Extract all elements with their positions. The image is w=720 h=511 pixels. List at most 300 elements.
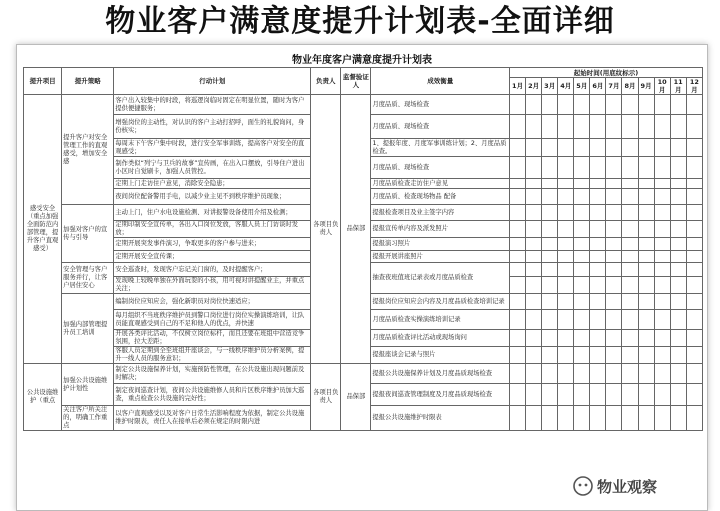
month-cell[interactable] — [670, 139, 686, 157]
month-cell[interactable] — [654, 179, 670, 189]
month-cell[interactable] — [510, 189, 526, 205]
month-cell[interactable] — [590, 310, 606, 330]
month-cell[interactable] — [574, 95, 590, 115]
action-cell: 夜间岗位配备警用手电，以减少业主见不到秩序维护员现象； — [114, 189, 311, 205]
month-cell[interactable] — [590, 263, 606, 277]
header-time-span: 起始时间(用底纹标示) — [510, 68, 703, 78]
month-cell[interactable] — [622, 139, 638, 157]
month-cell[interactable] — [670, 406, 686, 431]
month-cell[interactable] — [558, 263, 574, 277]
month-cell[interactable] — [606, 205, 622, 221]
month-cell[interactable] — [638, 310, 654, 330]
month-cell[interactable] — [670, 115, 686, 139]
month-cell[interactable] — [670, 238, 686, 251]
month-cell[interactable] — [526, 95, 542, 115]
month-header: 8月 — [622, 78, 638, 95]
measure-cell: 月度品质、检查现场物品 配备 — [371, 189, 510, 205]
month-cell[interactable] — [526, 263, 542, 277]
month-cell[interactable] — [654, 294, 670, 310]
month-cell[interactable] — [590, 179, 606, 189]
month-cell[interactable] — [622, 115, 638, 139]
month-cell[interactable] — [558, 384, 574, 406]
month-cell[interactable] — [590, 294, 606, 310]
month-cell[interactable] — [638, 238, 654, 251]
measure-cell: 月度品质、现场检查 — [371, 157, 510, 179]
month-cell[interactable] — [558, 139, 574, 157]
month-cell[interactable] — [622, 221, 638, 238]
month-cell[interactable] — [574, 221, 590, 238]
month-cell[interactable] — [574, 406, 590, 431]
measure-cell: 提报演习照片 — [371, 238, 510, 251]
spreadsheet-sheet — [16, 44, 708, 511]
month-cell[interactable] — [670, 384, 686, 406]
month-cell[interactable] — [574, 157, 590, 179]
month-cell[interactable] — [670, 251, 686, 263]
month-cell[interactable] — [526, 277, 542, 294]
month-cell[interactable] — [686, 263, 702, 277]
month-cell[interactable] — [558, 251, 574, 263]
month-cell[interactable] — [606, 95, 622, 115]
month-cell[interactable] — [686, 294, 702, 310]
month-cell[interactable] — [510, 251, 526, 263]
sheet-title: 物业年度客户满意度提升计划表 — [292, 55, 432, 66]
month-cell[interactable] — [670, 294, 686, 310]
month-cell[interactable] — [590, 330, 606, 347]
month-cell[interactable] — [542, 294, 558, 310]
month-cell[interactable] — [510, 277, 526, 294]
month-cell[interactable] — [526, 330, 542, 347]
month-cell[interactable] — [622, 330, 638, 347]
month-cell[interactable] — [574, 347, 590, 364]
project-cell: 感受安全（重点加强全面防范内部管理，提升客户直观感受） — [24, 95, 62, 364]
measure-cell: 提报开展讲座照片 — [371, 251, 510, 263]
month-cell[interactable] — [654, 277, 670, 294]
month-cell[interactable] — [654, 406, 670, 431]
month-cell[interactable] — [510, 139, 526, 157]
month-cell[interactable] — [574, 189, 590, 205]
month-cell[interactable] — [510, 384, 526, 406]
month-cell[interactable] — [622, 310, 638, 330]
month-cell[interactable] — [590, 277, 606, 294]
month-cell[interactable] — [606, 179, 622, 189]
month-cell[interactable] — [622, 205, 638, 221]
month-cell[interactable] — [654, 189, 670, 205]
month-cell[interactable] — [574, 179, 590, 189]
month-cell[interactable] — [638, 179, 654, 189]
month-cell[interactable] — [574, 139, 590, 157]
header-owner: 负责人 — [311, 68, 341, 95]
month-cell[interactable] — [542, 347, 558, 364]
measure-cell: 月度品质检查走访住户意见 — [371, 179, 510, 189]
month-cell[interactable] — [686, 157, 702, 179]
month-cell[interactable] — [654, 139, 670, 157]
action-cell: 客服人员定期到全至班组开座谈会，与一线秩序维护员分析案例，提升一线人员的服务意识； — [114, 347, 311, 364]
measure-cell: 提报检查项目及业主签字内容 — [371, 205, 510, 221]
month-cell[interactable] — [638, 139, 654, 157]
month-cell[interactable] — [686, 189, 702, 205]
month-cell[interactable] — [558, 179, 574, 189]
month-cell[interactable] — [558, 189, 574, 205]
month-cell[interactable] — [542, 384, 558, 406]
month-cell[interactable] — [558, 115, 574, 139]
month-cell[interactable] — [606, 238, 622, 251]
month-cell[interactable] — [622, 277, 638, 294]
month-cell[interactable] — [638, 277, 654, 294]
month-cell[interactable] — [654, 221, 670, 238]
month-cell[interactable] — [510, 221, 526, 238]
strategy-cell: 安全管理与客户服务并行，让客户居住安心 — [62, 263, 114, 294]
month-cell[interactable] — [686, 238, 702, 251]
month-cell[interactable] — [510, 294, 526, 310]
measure-cell: 1、提报年度、月度军事训练计划；2、月度品质检查。 — [371, 139, 510, 157]
month-cell[interactable] — [590, 251, 606, 263]
month-cell[interactable] — [510, 347, 526, 364]
month-cell[interactable] — [558, 277, 574, 294]
month-cell[interactable] — [654, 384, 670, 406]
month-cell[interactable] — [638, 251, 654, 263]
supervisor-cell: 品保部 — [341, 95, 371, 364]
month-cell[interactable] — [590, 115, 606, 139]
measure-cell: 提报宣传单内容及派发照片 — [371, 221, 510, 238]
month-cell[interactable] — [622, 157, 638, 179]
month-cell[interactable] — [670, 263, 686, 277]
month-cell[interactable] — [606, 330, 622, 347]
month-cell[interactable] — [654, 251, 670, 263]
month-cell[interactable] — [526, 364, 542, 384]
month-cell[interactable] — [606, 384, 622, 406]
measure-cell: 月度品质、现场检查 — [371, 115, 510, 139]
month-cell[interactable] — [622, 95, 638, 115]
month-cell[interactable] — [670, 179, 686, 189]
month-cell[interactable] — [526, 238, 542, 251]
month-cell[interactable] — [542, 330, 558, 347]
month-cell[interactable] — [686, 384, 702, 406]
month-cell[interactable] — [510, 115, 526, 139]
month-header: 5月 — [574, 78, 590, 95]
month-cell[interactable] — [542, 263, 558, 277]
month-cell[interactable] — [542, 406, 558, 431]
month-cell[interactable] — [638, 294, 654, 310]
month-cell[interactable] — [590, 238, 606, 251]
month-cell[interactable] — [686, 205, 702, 221]
month-cell[interactable] — [590, 139, 606, 157]
month-cell[interactable] — [638, 95, 654, 115]
month-cell[interactable] — [686, 310, 702, 330]
header-strategy: 提升策略 — [62, 68, 114, 95]
month-cell[interactable] — [526, 157, 542, 179]
month-cell[interactable] — [686, 179, 702, 189]
month-cell[interactable] — [670, 157, 686, 179]
month-cell[interactable] — [590, 347, 606, 364]
month-cell[interactable] — [558, 205, 574, 221]
month-cell[interactable] — [606, 364, 622, 384]
month-cell[interactable] — [638, 364, 654, 384]
month-cell[interactable] — [638, 157, 654, 179]
action-cell: 安全巡查时，发现客户忘记关门窗的，及时提醒客户； — [114, 263, 311, 277]
month-cell[interactable] — [686, 139, 702, 157]
month-cell[interactable] — [654, 95, 670, 115]
month-cell[interactable] — [606, 221, 622, 238]
month-header: 6月 — [590, 78, 606, 95]
month-cell[interactable] — [654, 364, 670, 384]
month-cell[interactable] — [526, 179, 542, 189]
measure-cell: 月度品质检查评比活动或现场询问 — [371, 330, 510, 347]
month-cell[interactable] — [574, 277, 590, 294]
month-cell[interactable] — [542, 189, 558, 205]
month-cell[interactable] — [558, 157, 574, 179]
month-cell[interactable] — [542, 139, 558, 157]
action-cell: 每周末下午客户集中时段，进行安全军事训练，提高客户对安全的直观感受； — [114, 139, 311, 157]
action-cell: 主动上门，住户水电设施检测、对讲报警设备使用介绍及检测； — [114, 205, 311, 221]
month-header: 1月 — [510, 78, 526, 95]
supervisor-cell: 品保部 — [341, 364, 371, 431]
month-cell[interactable] — [670, 364, 686, 384]
month-cell[interactable] — [686, 277, 702, 294]
action-cell: 定期上门走访住户意见，消除安全隐患； — [114, 179, 311, 189]
month-cell[interactable] — [574, 310, 590, 330]
measure-cell: 提报座谈会记录与照片 — [371, 347, 510, 364]
month-cell[interactable] — [526, 115, 542, 139]
month-cell[interactable] — [606, 277, 622, 294]
month-cell[interactable] — [670, 347, 686, 364]
month-cell[interactable] — [526, 310, 542, 330]
month-cell[interactable] — [654, 238, 670, 251]
measure-cell: 月度品质、现场检查 — [371, 95, 510, 115]
month-cell[interactable] — [558, 238, 574, 251]
month-cell[interactable] — [638, 189, 654, 205]
month-cell[interactable] — [670, 189, 686, 205]
month-cell[interactable] — [542, 364, 558, 384]
month-cell[interactable] — [638, 221, 654, 238]
month-cell[interactable] — [558, 330, 574, 347]
month-cell[interactable] — [654, 157, 670, 179]
month-cell[interactable] — [510, 205, 526, 221]
month-cell[interactable] — [606, 263, 622, 277]
month-cell[interactable] — [686, 95, 702, 115]
month-cell[interactable] — [558, 221, 574, 238]
month-cell[interactable] — [622, 251, 638, 263]
watermark — [573, 474, 693, 498]
header-measure: 成效衡量 — [371, 68, 510, 95]
month-cell[interactable] — [590, 384, 606, 406]
month-cell[interactable] — [542, 115, 558, 139]
action-cell: 开展各类评比活动，不仅树立岗位标杆，而且还要在班组中营造竞争氛围，拉大差距； — [114, 330, 311, 347]
strategy-cell: 加强内部管理提升员工培训 — [62, 294, 114, 364]
table-body — [24, 95, 703, 431]
month-cell[interactable] — [590, 406, 606, 431]
month-cell[interactable] — [606, 115, 622, 139]
month-cell[interactable] — [526, 384, 542, 406]
month-cell[interactable] — [558, 364, 574, 384]
month-header: 10月 — [654, 78, 670, 95]
month-cell[interactable] — [590, 157, 606, 179]
month-header: 12月 — [686, 78, 702, 95]
month-cell[interactable] — [526, 347, 542, 364]
month-cell[interactable] — [526, 294, 542, 310]
month-cell[interactable] — [510, 263, 526, 277]
month-cell[interactable] — [622, 179, 638, 189]
month-cell[interactable] — [542, 157, 558, 179]
month-header: 4月 — [558, 78, 574, 95]
action-cell: 制定公共设施保养计划，实施预防性管理，在公共设施出现问题前及时解决； — [114, 364, 311, 384]
month-cell[interactable] — [574, 238, 590, 251]
action-cell: 客户出入较集中的时段，将巡逻岗临时固定在明显位置，随时为客户提供便捷服务； — [114, 95, 311, 115]
project-cell: 公共设施维护（重点 — [24, 364, 62, 431]
month-cell[interactable] — [606, 157, 622, 179]
month-cell[interactable] — [574, 330, 590, 347]
header-action: 行动计划 — [114, 68, 311, 95]
month-cell[interactable] — [558, 347, 574, 364]
action-cell: 每月组织不当班秩序维护员到警口岗位进行岗位实操演练培训，让队员能直观感受到自己的不足和他人的优点，并快速 — [114, 310, 311, 330]
month-cell[interactable] — [670, 221, 686, 238]
month-header: 3月 — [542, 78, 558, 95]
month-cell[interactable] — [670, 330, 686, 347]
month-cell[interactable] — [670, 310, 686, 330]
month-cell[interactable] — [574, 294, 590, 310]
month-cell[interactable] — [542, 205, 558, 221]
month-cell[interactable] — [670, 205, 686, 221]
month-cell[interactable] — [542, 251, 558, 263]
month-cell[interactable] — [590, 221, 606, 238]
month-cell[interactable] — [558, 310, 574, 330]
month-cell[interactable] — [542, 95, 558, 115]
month-cell[interactable] — [558, 95, 574, 115]
month-header: 11月 — [670, 78, 686, 95]
month-cell[interactable] — [638, 263, 654, 277]
month-cell[interactable] — [686, 364, 702, 384]
measure-cell: 提报夜间巡查管理制度及月度品质现场检查 — [371, 384, 510, 406]
month-cell[interactable] — [510, 238, 526, 251]
month-cell[interactable] — [526, 221, 542, 238]
month-header: 7月 — [606, 78, 622, 95]
month-cell[interactable] — [590, 205, 606, 221]
banner — [0, 0, 720, 44]
month-cell[interactable] — [526, 189, 542, 205]
month-cell[interactable] — [606, 251, 622, 263]
action-cell: 发现晚上较晚单独在外面玩耍的小孩，用可视对讲提醒业主，并重点关注； — [114, 277, 311, 294]
action-cell: 定期开展安全宣传课； — [114, 251, 311, 263]
month-cell[interactable] — [622, 263, 638, 277]
measure-cell: 月度品质检查实操演练培训记录 — [371, 310, 510, 330]
month-cell[interactable] — [622, 406, 638, 431]
month-cell[interactable] — [622, 384, 638, 406]
action-cell: 定期印制安全宣传单，各出入口岗位发放，客服人员上门访谈时发放； — [114, 221, 311, 238]
month-cell[interactable] — [686, 115, 702, 139]
month-cell[interactable] — [654, 263, 670, 277]
month-cell[interactable] — [590, 95, 606, 115]
strategy-cell: 加强公共设施维护计划性 — [62, 364, 114, 406]
month-cell[interactable] — [670, 95, 686, 115]
month-cell[interactable] — [686, 221, 702, 238]
month-header: 9月 — [638, 78, 654, 95]
month-cell[interactable] — [638, 384, 654, 406]
month-header: 2月 — [526, 78, 542, 95]
month-cell[interactable] — [542, 277, 558, 294]
action-cell: 编制岗位应知应会，强化新职员对岗位快速适应； — [114, 294, 311, 310]
month-cell[interactable] — [542, 221, 558, 238]
month-cell[interactable] — [590, 189, 606, 205]
month-cell[interactable] — [510, 179, 526, 189]
month-cell[interactable] — [686, 330, 702, 347]
month-cell[interactable] — [558, 294, 574, 310]
month-cell[interactable] — [606, 294, 622, 310]
action-cell: 制作类似“列宁与卫兵的故事”宣传画，在出入口摆放，引导住户进出小区时自觉刷卡，加强人员管控。 — [114, 157, 311, 179]
month-cell[interactable] — [654, 347, 670, 364]
action-cell: 定期开展突发事件演习，争取更多的客户参与进来； — [114, 238, 311, 251]
month-cell[interactable] — [638, 115, 654, 139]
month-cell[interactable] — [638, 205, 654, 221]
month-cell[interactable] — [526, 205, 542, 221]
month-cell[interactable] — [574, 115, 590, 139]
month-cell[interactable] — [542, 238, 558, 251]
month-cell[interactable] — [574, 384, 590, 406]
month-cell[interactable] — [590, 364, 606, 384]
month-cell[interactable] — [574, 263, 590, 277]
month-cell[interactable] — [526, 406, 542, 431]
month-cell[interactable] — [654, 330, 670, 347]
owner-cell: 各项目负责人 — [311, 95, 341, 364]
month-cell[interactable] — [574, 364, 590, 384]
strategy-cell: 加强对客户的宣传与引导 — [62, 205, 114, 263]
month-cell[interactable] — [510, 364, 526, 384]
month-cell[interactable] — [510, 310, 526, 330]
wechat-icon — [573, 476, 593, 496]
month-cell[interactable] — [510, 95, 526, 115]
owner-cell: 各项目负责人 — [311, 364, 341, 431]
month-cell[interactable] — [670, 277, 686, 294]
month-cell[interactable] — [686, 347, 702, 364]
measure-cell: 提报岗位应知应会内容及月度品质检查培训记录 — [371, 294, 510, 310]
month-cell[interactable] — [510, 406, 526, 431]
banner-title: 物业客户满意度提升计划表-全面详细 — [105, 4, 615, 39]
month-cell[interactable] — [558, 406, 574, 431]
action-cell: 以客户直观感受以及对客户日常生活影响程度为依据，制定公共设施维护时限表，责任人在接单后必须在规定的时限内进 — [114, 406, 311, 431]
month-cell[interactable] — [526, 251, 542, 263]
month-cell[interactable] — [622, 364, 638, 384]
month-cell[interactable] — [606, 347, 622, 364]
month-cell[interactable] — [686, 251, 702, 263]
month-cell[interactable] — [510, 157, 526, 179]
month-cell[interactable] — [542, 179, 558, 189]
month-cell[interactable] — [574, 251, 590, 263]
measure-cell: 抽查夜班值班记录表或月度品质检查 — [371, 263, 510, 294]
month-cell[interactable] — [526, 139, 542, 157]
month-cell[interactable] — [606, 310, 622, 330]
month-cell[interactable] — [622, 347, 638, 364]
header-supervisor: 监督验证人 — [341, 68, 371, 95]
strategy-cell: 提升客户对安全管理工作的直观感受，增加安全感 — [62, 95, 114, 205]
month-cell[interactable] — [622, 189, 638, 205]
month-cell[interactable] — [574, 205, 590, 221]
month-cell[interactable] — [638, 406, 654, 431]
month-cell[interactable] — [622, 294, 638, 310]
measure-cell: 提报公共设施维护时限表 — [371, 406, 510, 431]
month-cell[interactable] — [638, 330, 654, 347]
month-cell[interactable] — [542, 310, 558, 330]
month-cell[interactable] — [654, 115, 670, 139]
strategy-cell: 关注客户所关注的，明确工作重点 — [62, 406, 114, 431]
header-project: 提升项目 — [24, 68, 62, 95]
month-cell[interactable] — [622, 238, 638, 251]
month-cell[interactable] — [606, 139, 622, 157]
month-cell[interactable] — [654, 205, 670, 221]
month-cell[interactable] — [606, 189, 622, 205]
month-cell[interactable] — [654, 310, 670, 330]
month-cell[interactable] — [638, 347, 654, 364]
month-cell[interactable] — [606, 406, 622, 431]
month-cell[interactable] — [510, 330, 526, 347]
month-cell[interactable] — [686, 406, 702, 431]
